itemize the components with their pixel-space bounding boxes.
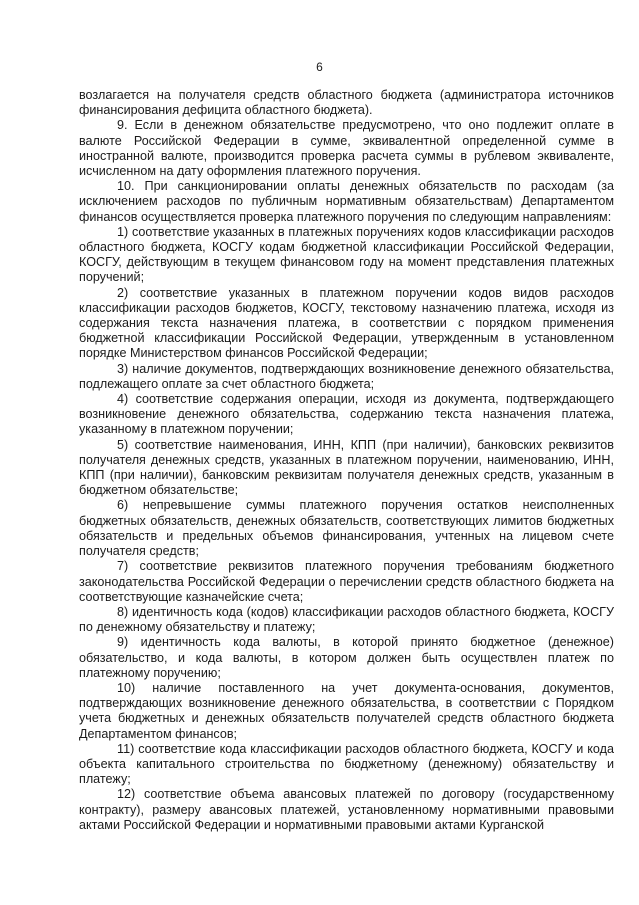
document-paragraph: 1) соответствие указанных в платежных поручениях кодов классификации расходов областного бюджета, КОСГУ кодам бюджетной классификации Российской Федерации, КОСГУ, действующим в текущем финансовом году на момент представления платежных поручений; (79, 224, 614, 285)
document-paragraph: 7) соответствие реквизитов платежного поручения требованиям бюджетного законодательства Российской Федерации о перечислении средств областного бюджета на соответствующие казначейские счета; (79, 559, 614, 604)
document-paragraph: 12) соответствие объема авансовых платежей по договору (государственному контракту), размеру авансовых платежей, установленному нормативными правовыми актами Российской Федерации и нормативными правовыми актами Курганской (79, 787, 614, 832)
document-paragraph: 8) идентичность кода (кодов) классификации расходов областного бюджета, КОСГУ по денежному обязательству и платежу; (79, 604, 614, 635)
document-paragraph: 10. При санкционировании оплаты денежных обязательств по расходам (за исключением расходов по публичным нормативным обязательствам) Департаментом финансов осуществляется проверка платежного поручения по следующим направлениям: (79, 179, 614, 224)
page-number: 6 (316, 60, 323, 74)
document-paragraph: 6) непревышение суммы платежного поручения остатков неисполненных бюджетных обязательств, денежных обязательств, соответствующих лимитов бюджетных обязательств и предельных объемов финансирования, учтенных на лицевом счете получателя средств; (79, 498, 614, 559)
document-paragraph: 10) наличие поставленного на учет документа-основания, документов, подтверждающих возникновение денежного обязательства, в соответствии с Порядком учета бюджетных и денежных обязательств получателей средств областного бюджета Департаментом финансов; (79, 680, 614, 741)
document-paragraph: 4) соответствие содержания операции, исходя из документа, подтверждающего возникновение денежного обязательства, содержанию текста назначения платежа, указанному в платежном поручении; (79, 392, 614, 437)
document-paragraph: 9) идентичность кода валюты, в которой принято бюджетное (денежное) обязательство, и кода валюты, в котором должен быть осуществлен платеж по платежному поручению; (79, 635, 614, 680)
document-body (79, 88, 614, 833)
document-paragraph: 2) соответствие указанных в платежном поручении кодов видов расходов классификации расходов бюджетов, КОСГУ, текстовому назначению платежа, исходя из содержания текста назначения платежа, в соответствии с порядком применения бюджетной классификации Российской Федерации, утвержденным в установленном порядке Министерством финансов Российской Федерации; (79, 285, 614, 361)
document-paragraph: 3) наличие документов, подтверждающих возникновение денежного обязательства, подлежащего оплате за счет областного бюджета; (79, 361, 614, 391)
document-paragraph: 11) соответствие кода классификации расходов областного бюджета, КОСГУ и кода объекта капитального строительства по бюджетному (денежному) обязательству и платежу; (79, 741, 614, 787)
document-paragraph: 5) соответствие наименования, ИНН, КПП (при наличии), банковских реквизитов получателя денежных средств, указанных в платежном поручении, наименованию, ИНН, КПП (при наличии), банковским реквизитам получателя денежных средств, указанным в бюджетном обязательстве; (79, 437, 614, 498)
document-paragraph: 9. Если в денежном обязательстве предусмотрено, что оно подлежит оплате в валюте Российской Федерации в сумме, эквивалентной определенной сумме в иностранной валюте, производится проверка расчета суммы в рублевом эквиваленте, исчисленном на дату оформления платежного поручения. (79, 118, 614, 179)
document-paragraph: возлагается на получателя средств областного бюджета (администратора источников финансирования дефицита областного бюджета). (79, 88, 614, 118)
